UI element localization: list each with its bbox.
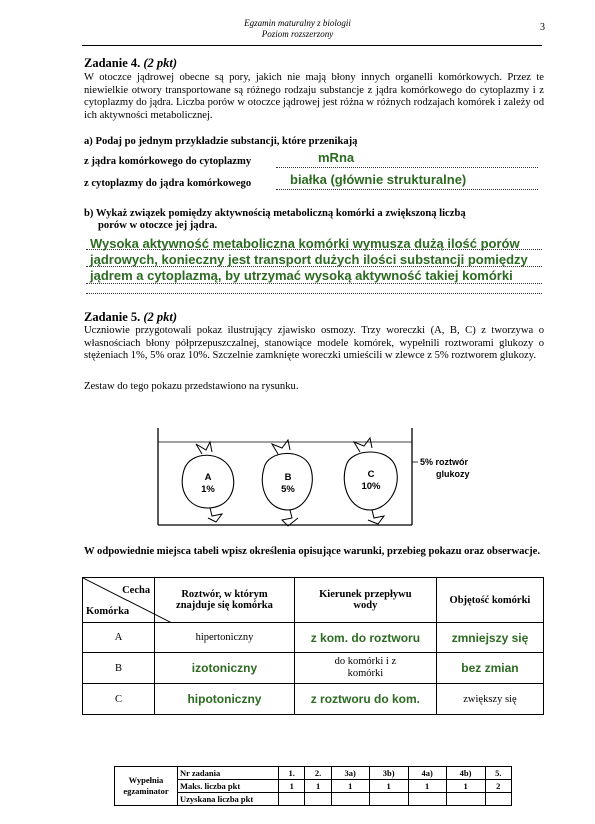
task4a-line2-dots xyxy=(276,189,538,190)
header-exam-title: Egzamin maturalny z biologii xyxy=(244,18,351,28)
score-max-4a: 1 xyxy=(408,780,446,793)
score-task-4a: 4a) xyxy=(408,767,446,780)
table-row xyxy=(83,653,544,684)
header-rule xyxy=(82,45,542,46)
score-obtained-4a[interactable] xyxy=(408,793,446,806)
page-number: 3 xyxy=(540,22,545,33)
bag-c-conc: 10% xyxy=(361,481,381,492)
corner-feature-label: Cecha xyxy=(122,585,151,596)
task5-intro2: Zestaw do tego pokazu przedstawiono na rysunku. xyxy=(84,381,299,392)
header-flow: Kierunek przepływu wody xyxy=(294,578,436,623)
score-task-5: 5. xyxy=(485,767,511,780)
task5-instruction: W odpowiednie miejsca tabeli wpisz określenia opisujące warunki, przebieg pokazu oraz obserwacje. xyxy=(84,546,541,557)
task5-title-text: Zadanie 5. xyxy=(84,310,141,324)
score-max-5: 2 xyxy=(485,780,511,793)
row-b-flow: do komórki i z komórki xyxy=(294,653,436,684)
task4b-dots-3 xyxy=(86,283,542,284)
row-c-volume: zwiększy się xyxy=(436,684,543,715)
score-row-label-obtained: Uzyskana liczba pkt xyxy=(178,793,279,806)
corner-cell-label: Komórka xyxy=(86,606,130,617)
header-solution: Roztwór, w którym znajduje się komórka xyxy=(155,578,295,623)
task4a-prompt: a) Podaj po jednym przykładzie substancji, które przenikają xyxy=(84,136,358,147)
row-b-cell: B xyxy=(83,653,155,684)
bag-b-letter: B xyxy=(284,472,292,483)
bag-b-conc: 5% xyxy=(281,484,295,495)
task4b-prompt-2: porów w otoczce jej jądra. xyxy=(98,220,218,231)
task5-title xyxy=(84,310,177,325)
bag-b-icon xyxy=(262,440,312,526)
row-b-solution[interactable]: izotoniczny xyxy=(155,653,295,684)
table-header-row xyxy=(83,578,544,623)
score-row-label-task: Nr zadania xyxy=(178,767,279,780)
score-obtained-1[interactable] xyxy=(279,793,305,806)
score-max-3a: 1 xyxy=(331,780,369,793)
row-a-flow[interactable]: z kom. do roztworu xyxy=(294,623,436,653)
score-table xyxy=(114,766,512,806)
task4a-answer2[interactable]: białka (głównie strukturalne) xyxy=(290,172,467,187)
task4b-answer-3[interactable]: jądrem a cytoplazmą, by utrzymać wysoką aktywność takiej komórki xyxy=(90,268,513,283)
osmosis-figure xyxy=(150,420,530,535)
task4a-answer1[interactable]: mRna xyxy=(318,150,355,165)
task4b-prompt-1: b) Wykaż związek pomiędzy aktywnością metaboliczną komórki a zwiększoną liczbą xyxy=(84,208,466,219)
task4b-answer-2[interactable]: jądrowych, konieczny jest transport dużych ilości substancji pomiędzy xyxy=(90,252,528,267)
score-max-1: 1 xyxy=(279,780,305,793)
score-task-2: 2. xyxy=(305,767,331,780)
row-c-cell: C xyxy=(83,684,155,715)
solution-label-1: 5% roztwór xyxy=(420,457,469,467)
page-header xyxy=(0,18,595,40)
score-max-3b: 1 xyxy=(369,780,408,793)
row-a-volume[interactable]: zmniejszy się xyxy=(436,623,543,653)
score-obtained-3a[interactable] xyxy=(331,793,369,806)
score-row-label-max: Maks. liczba pkt xyxy=(178,780,279,793)
score-task-4b: 4b) xyxy=(446,767,485,780)
row-c-solution[interactable]: hipotoniczny xyxy=(155,684,295,715)
score-obtained-2[interactable] xyxy=(305,793,331,806)
score-task-3b: 3b) xyxy=(369,767,408,780)
row-a-cell: A xyxy=(83,623,155,653)
bag-a-letter: A xyxy=(204,472,212,483)
task4b-answer-1[interactable]: Wysoka aktywność metaboliczna komórki wymusza dużą ilość porów xyxy=(90,236,520,251)
score-max-2: 1 xyxy=(305,780,331,793)
task4a-line1-label: z jądra komórkowego do cytoplazmy xyxy=(84,156,252,167)
task4a-line1-dots xyxy=(276,167,538,168)
score-obtained-3b[interactable] xyxy=(369,793,408,806)
bag-c-letter: C xyxy=(367,469,375,480)
task4-points: (2 pkt) xyxy=(143,56,178,70)
task4b-dots-4 xyxy=(86,293,542,294)
score-obtained-4b[interactable] xyxy=(446,793,485,806)
score-obtained-5[interactable] xyxy=(485,793,511,806)
observation-table xyxy=(82,577,544,715)
task4-title xyxy=(84,56,177,71)
header-volume: Objętość komórki xyxy=(436,578,543,623)
row-b-volume[interactable]: bez zmian xyxy=(436,653,543,684)
score-task-3a: 3a) xyxy=(331,767,369,780)
table-row xyxy=(83,684,544,715)
table-corner-cell xyxy=(83,578,155,623)
bag-a-conc: 1% xyxy=(201,484,215,495)
task4a-line2-label: z cytoplazmy do jądra komórkowego xyxy=(84,178,252,189)
score-max-4b: 1 xyxy=(446,780,485,793)
row-a-solution: hipertoniczny xyxy=(155,623,295,653)
score-task-1: 1. xyxy=(279,767,305,780)
header-level: Poziom rozszerzony xyxy=(261,29,334,39)
row-c-flow[interactable]: z roztworu do kom. xyxy=(294,684,436,715)
task4-intro: W otoczce jądrowej obecne są pory, jakich nie mają błony innych organelli komórkowych. Przez te niewielkie otwory transportowane są różnego rodzaju substancje z jądra komórkowego do cytoplazmy i z cytoplazmy do jądra. Liczba porów w otoczce jądrowej jest różna w różnych rodzajach komórek i zależy od ich aktywności metabolicznej. xyxy=(84,72,544,121)
table-row xyxy=(83,623,544,653)
task5-intro: Uczniowie przygotowali pokaz ilustrujący zjawisko osmozy. Trzy woreczki (A, B, C) z tworzywa o własnościach błony półprzepuszczalnej, stanowiące modele komórek, wypełnili roztworami glukozy o stężeniach 1%, 5% oraz 10%. Szczelnie zamknięte woreczki umieścili w zlewce z 5% roztworem glukozy. xyxy=(84,325,544,361)
examiner-label: Wypełnia egzaminator xyxy=(115,767,178,806)
task4-title-text: Zadanie 4. xyxy=(84,56,141,70)
solution-label-2: glukozy xyxy=(436,469,470,479)
task5-points: (2 pkt) xyxy=(143,310,178,324)
